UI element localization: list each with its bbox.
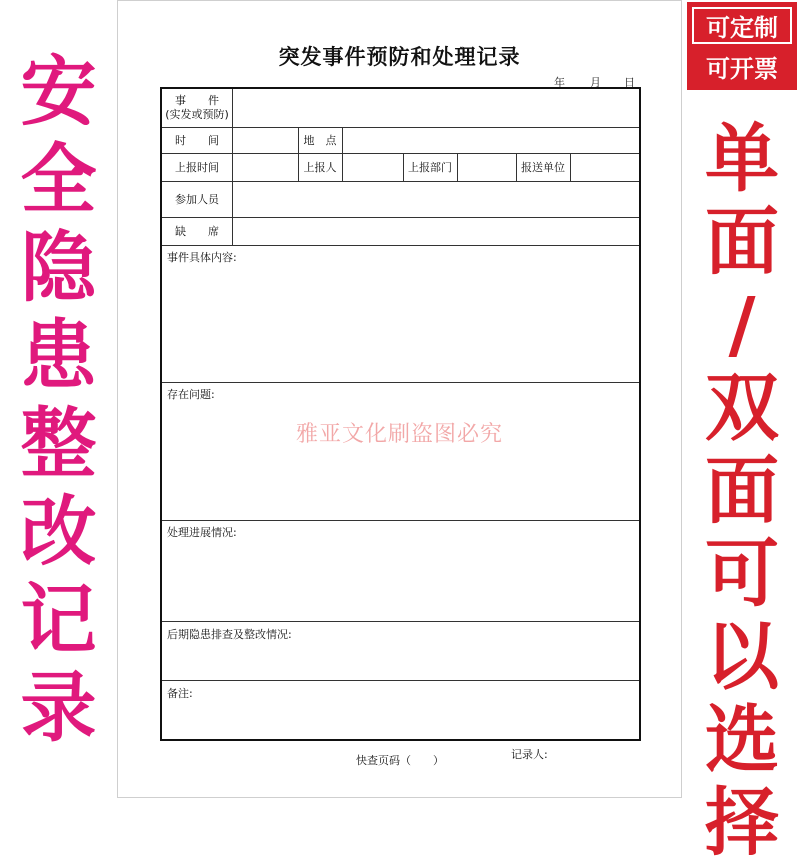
banner-char: 可	[705, 531, 779, 617]
banner-char: 面	[705, 448, 779, 534]
row-divider	[162, 217, 639, 218]
date-month-label: 月	[590, 76, 601, 89]
event-label-cell	[162, 89, 232, 127]
record-form-sheet	[117, 0, 682, 798]
issues-label: 存在问题:	[167, 388, 215, 401]
col-divider	[570, 153, 571, 181]
row-divider	[162, 520, 639, 521]
banner-char: 择	[705, 780, 779, 866]
event-sub-label: (实发或预防)	[165, 108, 229, 121]
page-code-label: 快查页码（ ）	[356, 754, 444, 767]
absent-label: 缺 席	[175, 225, 219, 238]
send-unit-label: 报送单位	[521, 161, 565, 174]
event-content-label: 事件具体内容:	[167, 251, 237, 264]
right-option-banner	[687, 118, 797, 865]
date-day-label: 日	[624, 76, 635, 89]
form-title: 突发事件预防和处理记录	[278, 44, 521, 69]
date-year-label: 年	[554, 76, 565, 89]
banner-char: /	[728, 282, 756, 368]
banner-char: 以	[705, 614, 779, 700]
report-dept-label: 上报部门	[408, 161, 452, 174]
banner-char: 选	[705, 697, 779, 783]
row-divider	[162, 127, 639, 128]
col-divider	[457, 153, 458, 181]
followup-label: 后期隐患排查及整改情况:	[167, 628, 292, 641]
banner-char: 安	[20, 47, 97, 136]
place-label: 地 点	[303, 134, 337, 147]
reporter-label: 上报人	[303, 161, 337, 174]
left-title-banner	[0, 0, 117, 800]
banner-char: 记	[20, 575, 97, 664]
recorder-label: 记录人:	[511, 748, 548, 761]
report-time-label: 上报时间	[175, 161, 219, 174]
custom-invoice-badge	[687, 2, 797, 90]
remarks-label: 备注:	[167, 687, 193, 700]
col-divider	[232, 89, 233, 245]
row-divider	[162, 680, 639, 681]
row-divider	[162, 621, 639, 622]
row-divider	[162, 382, 639, 383]
banner-char: 录	[20, 663, 97, 752]
col-divider	[342, 127, 343, 181]
record-table	[160, 87, 641, 741]
participants-label: 参加人员	[175, 193, 219, 206]
row-divider	[162, 181, 639, 182]
progress-label: 处理进展情况:	[167, 526, 237, 539]
banner-char: 隐	[20, 223, 97, 312]
row-divider	[162, 245, 639, 246]
banner-char: 单	[705, 116, 779, 202]
invoice-tag: 可开票	[692, 48, 792, 85]
banner-char: 全	[20, 135, 97, 224]
customizable-tag: 可定制	[692, 7, 792, 44]
banner-char: 面	[705, 199, 779, 285]
banner-char: 患	[20, 311, 97, 400]
banner-char: 整	[20, 399, 97, 488]
time-label: 时 间	[175, 134, 219, 147]
event-label: 事 件	[175, 94, 219, 107]
banner-char: 双	[705, 365, 779, 451]
banner-char: 改	[20, 487, 97, 576]
watermark-text: 雅亚文化刷盗图必究	[295, 422, 503, 447]
